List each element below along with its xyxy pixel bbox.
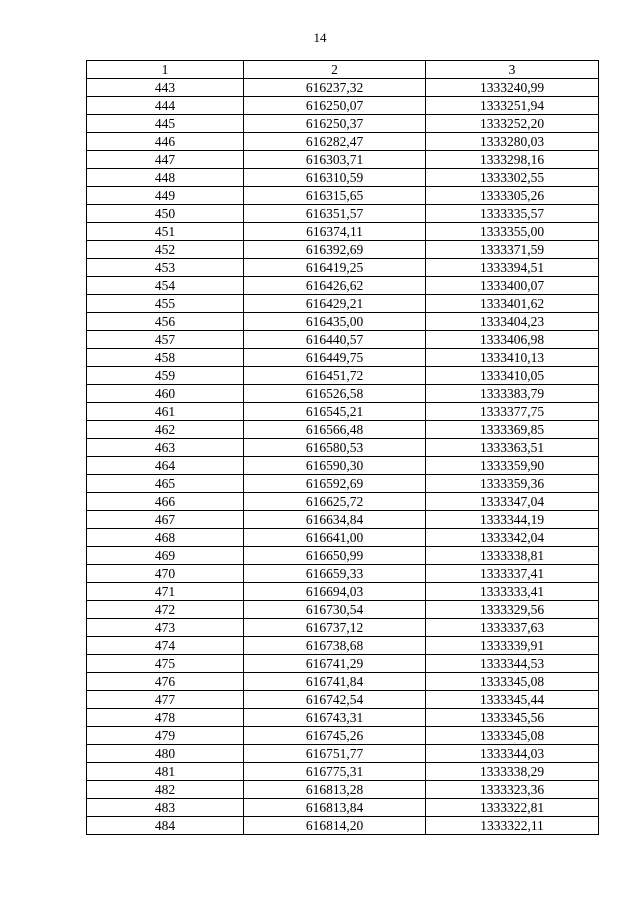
y-coordinate-cell: 1333322,11 bbox=[426, 817, 599, 835]
table-row bbox=[87, 601, 599, 619]
table-row bbox=[87, 151, 599, 169]
x-coordinate-cell: 616429,21 bbox=[244, 295, 426, 313]
point-number-cell: 451 bbox=[87, 223, 244, 241]
table-row bbox=[87, 565, 599, 583]
x-coordinate-cell: 616741,29 bbox=[244, 655, 426, 673]
y-coordinate-cell: 1333401,62 bbox=[426, 295, 599, 313]
y-coordinate-cell: 1333302,55 bbox=[426, 169, 599, 187]
y-coordinate-cell: 1333344,19 bbox=[426, 511, 599, 529]
table-row bbox=[87, 583, 599, 601]
table-row bbox=[87, 241, 599, 259]
x-coordinate-cell: 616743,31 bbox=[244, 709, 426, 727]
y-coordinate-cell: 1333252,20 bbox=[426, 115, 599, 133]
y-coordinate-cell: 1333322,81 bbox=[426, 799, 599, 817]
column-header-1: 1 bbox=[87, 61, 244, 79]
table-row bbox=[87, 187, 599, 205]
x-coordinate-cell: 616641,00 bbox=[244, 529, 426, 547]
table-row bbox=[87, 475, 599, 493]
table-row bbox=[87, 169, 599, 187]
y-coordinate-cell: 1333338,81 bbox=[426, 547, 599, 565]
point-number-cell: 470 bbox=[87, 565, 244, 583]
table-row bbox=[87, 745, 599, 763]
table-row bbox=[87, 277, 599, 295]
point-number-cell: 458 bbox=[87, 349, 244, 367]
point-number-cell: 465 bbox=[87, 475, 244, 493]
table-row bbox=[87, 403, 599, 421]
x-coordinate-cell: 616426,62 bbox=[244, 277, 426, 295]
column-header-2: 2 bbox=[244, 61, 426, 79]
y-coordinate-cell: 1333394,51 bbox=[426, 259, 599, 277]
table-row bbox=[87, 223, 599, 241]
point-number-cell: 449 bbox=[87, 187, 244, 205]
table-row bbox=[87, 511, 599, 529]
table-row bbox=[87, 421, 599, 439]
table-row bbox=[87, 673, 599, 691]
x-coordinate-cell: 616650,99 bbox=[244, 547, 426, 565]
x-coordinate-cell: 616374,11 bbox=[244, 223, 426, 241]
y-coordinate-cell: 1333333,41 bbox=[426, 583, 599, 601]
table-row bbox=[87, 313, 599, 331]
point-number-cell: 480 bbox=[87, 745, 244, 763]
y-coordinate-cell: 1333359,36 bbox=[426, 475, 599, 493]
table-row bbox=[87, 817, 599, 835]
x-coordinate-cell: 616775,31 bbox=[244, 763, 426, 781]
x-coordinate-cell: 616592,69 bbox=[244, 475, 426, 493]
point-number-cell: 468 bbox=[87, 529, 244, 547]
y-coordinate-cell: 1333347,04 bbox=[426, 493, 599, 511]
table-row bbox=[87, 691, 599, 709]
y-coordinate-cell: 1333337,63 bbox=[426, 619, 599, 637]
y-coordinate-cell: 1333305,26 bbox=[426, 187, 599, 205]
point-number-cell: 472 bbox=[87, 601, 244, 619]
point-number-cell: 466 bbox=[87, 493, 244, 511]
point-number-cell: 452 bbox=[87, 241, 244, 259]
x-coordinate-cell: 616742,54 bbox=[244, 691, 426, 709]
y-coordinate-cell: 1333359,90 bbox=[426, 457, 599, 475]
point-number-cell: 443 bbox=[87, 79, 244, 97]
table-row bbox=[87, 439, 599, 457]
y-coordinate-cell: 1333363,51 bbox=[426, 439, 599, 457]
table-row bbox=[87, 547, 599, 565]
point-number-cell: 447 bbox=[87, 151, 244, 169]
point-number-cell: 460 bbox=[87, 385, 244, 403]
y-coordinate-cell: 1333323,36 bbox=[426, 781, 599, 799]
point-number-cell: 473 bbox=[87, 619, 244, 637]
table-row bbox=[87, 763, 599, 781]
table-row bbox=[87, 79, 599, 97]
table-row bbox=[87, 133, 599, 151]
y-coordinate-cell: 1333298,16 bbox=[426, 151, 599, 169]
table-row bbox=[87, 331, 599, 349]
table-row bbox=[87, 385, 599, 403]
point-number-cell: 463 bbox=[87, 439, 244, 457]
x-coordinate-cell: 616590,30 bbox=[244, 457, 426, 475]
y-coordinate-cell: 1333345,08 bbox=[426, 673, 599, 691]
table-row bbox=[87, 367, 599, 385]
point-number-cell: 469 bbox=[87, 547, 244, 565]
point-number-cell: 471 bbox=[87, 583, 244, 601]
table-row bbox=[87, 709, 599, 727]
point-number-cell: 477 bbox=[87, 691, 244, 709]
x-coordinate-cell: 616813,28 bbox=[244, 781, 426, 799]
point-number-cell: 456 bbox=[87, 313, 244, 331]
x-coordinate-cell: 616625,72 bbox=[244, 493, 426, 511]
point-number-cell: 457 bbox=[87, 331, 244, 349]
table-row bbox=[87, 457, 599, 475]
y-coordinate-cell: 1333377,75 bbox=[426, 403, 599, 421]
y-coordinate-cell: 1333342,04 bbox=[426, 529, 599, 547]
x-coordinate-cell: 616237,32 bbox=[244, 79, 426, 97]
point-number-cell: 482 bbox=[87, 781, 244, 799]
point-number-cell: 446 bbox=[87, 133, 244, 151]
point-number-cell: 462 bbox=[87, 421, 244, 439]
point-number-cell: 483 bbox=[87, 799, 244, 817]
x-coordinate-cell: 616634,84 bbox=[244, 511, 426, 529]
point-number-cell: 461 bbox=[87, 403, 244, 421]
table-row bbox=[87, 655, 599, 673]
point-number-cell: 450 bbox=[87, 205, 244, 223]
table-row bbox=[87, 97, 599, 115]
header-row bbox=[87, 61, 599, 79]
table-body bbox=[87, 79, 599, 835]
table-row bbox=[87, 529, 599, 547]
y-coordinate-cell: 1333406,98 bbox=[426, 331, 599, 349]
page-number: 14 bbox=[313, 30, 327, 45]
point-number-cell: 459 bbox=[87, 367, 244, 385]
y-coordinate-cell: 1333345,56 bbox=[426, 709, 599, 727]
x-coordinate-cell: 616526,58 bbox=[244, 385, 426, 403]
point-number-cell: 444 bbox=[87, 97, 244, 115]
y-coordinate-cell: 1333345,44 bbox=[426, 691, 599, 709]
x-coordinate-cell: 616315,65 bbox=[244, 187, 426, 205]
column-header-3: 3 bbox=[426, 61, 599, 79]
y-coordinate-cell: 1333251,94 bbox=[426, 97, 599, 115]
y-coordinate-cell: 1333280,03 bbox=[426, 133, 599, 151]
y-coordinate-cell: 1333335,57 bbox=[426, 205, 599, 223]
x-coordinate-cell: 616737,12 bbox=[244, 619, 426, 637]
x-coordinate-cell: 616392,69 bbox=[244, 241, 426, 259]
y-coordinate-cell: 1333240,99 bbox=[426, 79, 599, 97]
x-coordinate-cell: 616250,07 bbox=[244, 97, 426, 115]
table-row bbox=[87, 799, 599, 817]
table-row bbox=[87, 295, 599, 313]
x-coordinate-cell: 616741,84 bbox=[244, 673, 426, 691]
x-coordinate-cell: 616440,57 bbox=[244, 331, 426, 349]
table-row bbox=[87, 115, 599, 133]
table-row bbox=[87, 349, 599, 367]
y-coordinate-cell: 1333338,29 bbox=[426, 763, 599, 781]
y-coordinate-cell: 1333400,07 bbox=[426, 277, 599, 295]
y-coordinate-cell: 1333344,03 bbox=[426, 745, 599, 763]
x-coordinate-cell: 616282,47 bbox=[244, 133, 426, 151]
x-coordinate-cell: 616310,59 bbox=[244, 169, 426, 187]
x-coordinate-cell: 616659,33 bbox=[244, 565, 426, 583]
y-coordinate-cell: 1333410,13 bbox=[426, 349, 599, 367]
x-coordinate-cell: 616738,68 bbox=[244, 637, 426, 655]
y-coordinate-cell: 1333371,59 bbox=[426, 241, 599, 259]
x-coordinate-cell: 616451,72 bbox=[244, 367, 426, 385]
point-number-cell: 479 bbox=[87, 727, 244, 745]
point-number-cell: 474 bbox=[87, 637, 244, 655]
y-coordinate-cell: 1333337,41 bbox=[426, 565, 599, 583]
x-coordinate-cell: 616813,84 bbox=[244, 799, 426, 817]
y-coordinate-cell: 1333404,23 bbox=[426, 313, 599, 331]
point-number-cell: 454 bbox=[87, 277, 244, 295]
table-row bbox=[87, 493, 599, 511]
table-row bbox=[87, 727, 599, 745]
x-coordinate-cell: 616250,37 bbox=[244, 115, 426, 133]
point-number-cell: 475 bbox=[87, 655, 244, 673]
table-row bbox=[87, 619, 599, 637]
y-coordinate-cell: 1333410,05 bbox=[426, 367, 599, 385]
point-number-cell: 453 bbox=[87, 259, 244, 277]
point-number-cell: 464 bbox=[87, 457, 244, 475]
point-number-cell: 484 bbox=[87, 817, 244, 835]
x-coordinate-cell: 616751,77 bbox=[244, 745, 426, 763]
x-coordinate-cell: 616435,00 bbox=[244, 313, 426, 331]
x-coordinate-cell: 616566,48 bbox=[244, 421, 426, 439]
table-row bbox=[87, 637, 599, 655]
point-number-cell: 448 bbox=[87, 169, 244, 187]
y-coordinate-cell: 1333344,53 bbox=[426, 655, 599, 673]
coordinates-table bbox=[86, 60, 599, 835]
x-coordinate-cell: 616745,26 bbox=[244, 727, 426, 745]
point-number-cell: 476 bbox=[87, 673, 244, 691]
x-coordinate-cell: 616814,20 bbox=[244, 817, 426, 835]
table-header bbox=[87, 61, 599, 79]
y-coordinate-cell: 1333369,85 bbox=[426, 421, 599, 439]
x-coordinate-cell: 616545,21 bbox=[244, 403, 426, 421]
x-coordinate-cell: 616580,53 bbox=[244, 439, 426, 457]
x-coordinate-cell: 616449,75 bbox=[244, 349, 426, 367]
y-coordinate-cell: 1333329,56 bbox=[426, 601, 599, 619]
y-coordinate-cell: 1333339,91 bbox=[426, 637, 599, 655]
x-coordinate-cell: 616303,71 bbox=[244, 151, 426, 169]
x-coordinate-cell: 616730,54 bbox=[244, 601, 426, 619]
point-number-cell: 445 bbox=[87, 115, 244, 133]
y-coordinate-cell: 1333345,08 bbox=[426, 727, 599, 745]
x-coordinate-cell: 616351,57 bbox=[244, 205, 426, 223]
table-row bbox=[87, 259, 599, 277]
y-coordinate-cell: 1333383,79 bbox=[426, 385, 599, 403]
point-number-cell: 467 bbox=[87, 511, 244, 529]
x-coordinate-cell: 616419,25 bbox=[244, 259, 426, 277]
point-number-cell: 481 bbox=[87, 763, 244, 781]
point-number-cell: 478 bbox=[87, 709, 244, 727]
point-number-cell: 455 bbox=[87, 295, 244, 313]
table-row bbox=[87, 205, 599, 223]
x-coordinate-cell: 616694,03 bbox=[244, 583, 426, 601]
table-row bbox=[87, 781, 599, 799]
y-coordinate-cell: 1333355,00 bbox=[426, 223, 599, 241]
